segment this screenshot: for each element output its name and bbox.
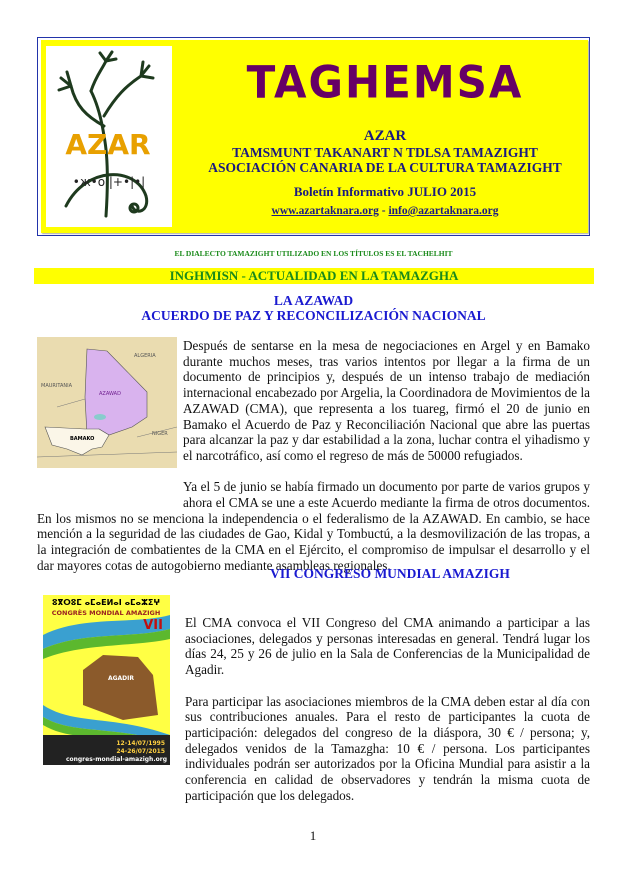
poster-city: AGADIR [107,675,135,682]
logo-text: AZAR [65,128,151,161]
org-short-name: AZAR [363,128,407,144]
poster-tifinagh: ⵓⴳⵔⵓⵎ ⴰⵎⴰⴹⵍⴰⵏ ⴰⵎⴰⵣⵉⵖ [51,598,161,607]
article2-paragraph-1: El CMA convoca el VII Congreso del CMA animando a participar a las asociaciones, delegados y personas interesadas en general. Tendrá lugar los días 24, 25 y 26 de julio en la Sala de Conferencias de la Municipalidad de Agadir. [185,615,590,678]
newsletter-title: TAGHEMSA [246,56,524,109]
separator: - [378,205,389,217]
org-spanish-name: ASOCIACIÓN CANARIA DE LA CULTURA TAMAZIGHT [208,160,562,175]
congress-poster [43,595,170,765]
website-link[interactable]: www.azartaknara.org [271,205,379,217]
article1-subtitle: ACUERDO DE PAZ Y RECONCILIZACIÓN NACIONAL [141,308,486,323]
poster-heading: CONGRÈS MONDIAL AMAZIGH [51,609,161,617]
map-label-niger: NIGER [152,431,168,437]
article2-title: VII CONGRESO MUNDIAL AMAZIGH [270,566,510,581]
article1-body [37,338,590,574]
azar-logo [46,46,172,227]
org-tamazight-name: TAMSMUNT TAKANART N TDLSA TAMAZIGHT [232,145,538,160]
article1-paragraph-2: Ya el 5 de junio se había firmado un documento por parte de varios grupos y ahora el CMA se une a este Acuerdo mediante la firma de otros documentos. En los mismos no se menciona la independencia o el federalismo de la AZAWAD. En cambio, se hace mención a la seguridad de las ciudades de Gao, Kidal y Tombuctú, a la desmovilización de las tropas, a la integración de combatientes de la CMA en el Ejército, el compromiso de impulsar el desarrollo y el dar mayores cotas de autogobierno mediante asambleas regionales. [37,479,590,573]
email-link[interactable]: info@azartaknara.org [388,205,499,217]
article1-paragraph-1: Después de sentarse en la mesa de negociaciones en Argel y en Bamako durante muchos meses, tras varios intentos por llegar a la firma de un documento de principios y, después de un intenso trabajo de mediación internacional encabezado por Argelia, la Coordinadora de Movimientos de la AZAWAD (CMA), que representa a los tuareg, firmó el 20 de junio en Bamako el Acuerdo de Paz y Reconciliación Nacional que abre las puertas para alcanzar la paz y dar estabilidad a la zona, luchar contra el yihadismo y el narcotráfico, así como el regreso de más de 50000 refugiados. [183,338,590,463]
article2-body [185,615,590,803]
article2-paragraph-2: Para participar las asociaciones miembros de la CMA deben estar al día con sus contribuciones anuales. Para el resto de participantes la cuota de participación: delegados del congreso de la diáspora, 30 € / persona; y, delegados venidos de la Tamazgha: 10 € / persona. Los participantes individuales podrán ser autorizados por la Oficina Mundial para asistir a la conferencia en calidad de observadores y tendrán la misma cuota de participación que los delegados. [185,693,590,803]
map-label-mauritania: MAURITANIA [41,383,73,389]
bulletin-edition: Boletín Informativo JULIO 2015 [293,184,477,199]
poster-dates-1: 12-14/07/1995 [116,740,165,747]
contact-links [180,205,590,217]
section-bar: INGHMISN - ACTUALIDAD EN LA TAMAZGHA [34,268,594,284]
dialect-note: EL DIALECTO TAMAZIGHT UTILIZADO EN LOS TÍTULOS ES EL TACHELHIT [174,249,453,258]
map-label-azawad: AZAWAD [99,391,121,397]
svg-text:•ж•o |+•|•|: •ж•o |+•|•| [72,175,146,189]
map-label-algeria: ALGERIA [134,353,156,359]
poster-number: VII [143,618,163,633]
page-number: 1 [309,828,317,843]
map-label-bamako: BAMAKO [70,436,95,442]
poster-dates-2: 24-26/07/2015 [116,748,165,755]
article1-title: LA AZAWAD [273,293,354,308]
poster-site: congres-mondial-amazigh.org [65,756,167,763]
